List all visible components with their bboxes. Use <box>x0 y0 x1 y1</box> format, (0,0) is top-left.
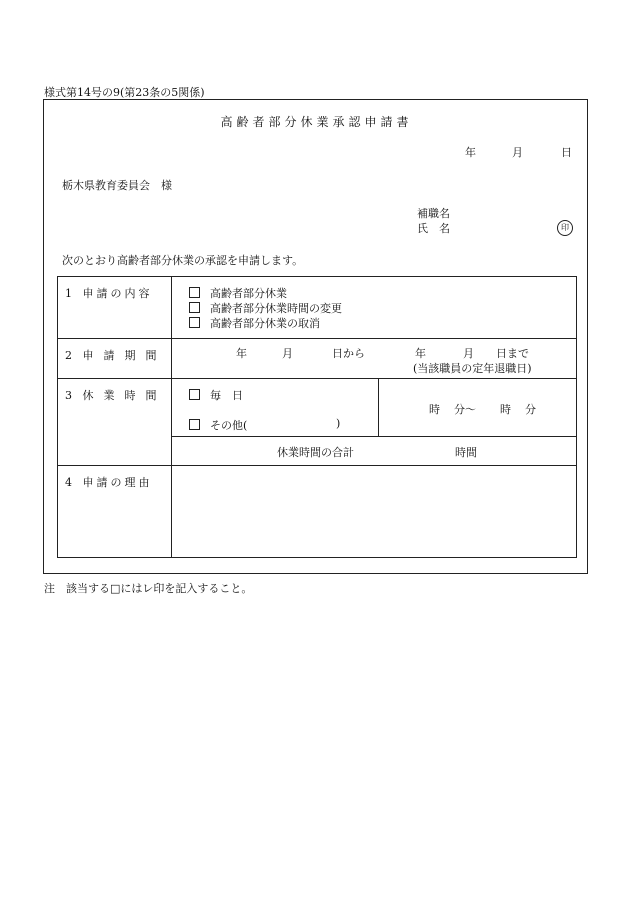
seal-mark: 印 <box>557 220 573 236</box>
date-month: 月 <box>512 146 523 159</box>
label-content <box>58 277 172 339</box>
checkbox[interactable] <box>189 389 200 400</box>
label-reason <box>58 466 172 558</box>
footnote: 注 該当する□にはレ印を記入すること。 <box>44 582 253 595</box>
total-label: 休業時間の合計 <box>277 446 354 459</box>
option-item[interactable]: 高齢者部分休業の取消 <box>189 316 576 331</box>
date-day: 日 <box>561 146 572 159</box>
intro-text: 次のとおり高齢者部分休業の承認を申請します。 <box>62 254 304 267</box>
row-label: 申請の内容 <box>82 287 153 300</box>
row-reason <box>58 466 577 558</box>
checkbox[interactable] <box>189 302 200 313</box>
row-label: 申請の理由 <box>82 476 153 489</box>
content-options <box>172 277 577 339</box>
date-year: 年 <box>465 146 476 159</box>
period-note: (当該職員の定年退職日) <box>413 362 532 375</box>
checkbox[interactable] <box>189 287 200 298</box>
label-period <box>58 339 172 379</box>
hours-range: 時 分～ 時 分 <box>379 379 577 437</box>
application-form <box>43 99 588 574</box>
option-item[interactable]: 高齢者部分休業時間の変更 <box>189 301 576 316</box>
row-hours <box>58 379 577 437</box>
name-label: 氏 名 <box>417 222 450 235</box>
row-number: 4 <box>65 476 72 489</box>
total-unit: 時間 <box>455 446 477 459</box>
row-period <box>58 339 577 379</box>
checkbox[interactable] <box>189 317 200 328</box>
row-content <box>58 277 577 339</box>
position-label: 補職名 <box>417 207 450 220</box>
addressee: 栃木県教育委員会 様 <box>62 179 172 192</box>
checkbox[interactable] <box>189 419 200 430</box>
row-label: 休業時間 <box>82 389 167 402</box>
period-cell: 年 月 日から 年 月 日まで (当該職員の定年退職日) <box>172 339 577 379</box>
label-hours <box>58 379 172 466</box>
form-title: 高齢者部分休業承認申請書 <box>220 115 413 129</box>
row-number: 2 <box>65 349 72 362</box>
reason-field[interactable] <box>172 466 577 558</box>
hours-total <box>172 437 577 466</box>
row-label: 申請期間 <box>82 349 167 362</box>
row-number: 3 <box>65 389 72 402</box>
hours-options: 毎 日 その他( ) <box>172 379 379 437</box>
row-number: 1 <box>65 287 72 300</box>
option-item[interactable]: その他( <box>189 417 247 433</box>
form-number: 様式第14号の9(第23条の5関係) <box>44 86 205 99</box>
option-item[interactable]: 毎 日 <box>189 387 243 403</box>
option-item[interactable]: 高齢者部分休業 <box>189 286 576 301</box>
application-table <box>57 276 577 558</box>
